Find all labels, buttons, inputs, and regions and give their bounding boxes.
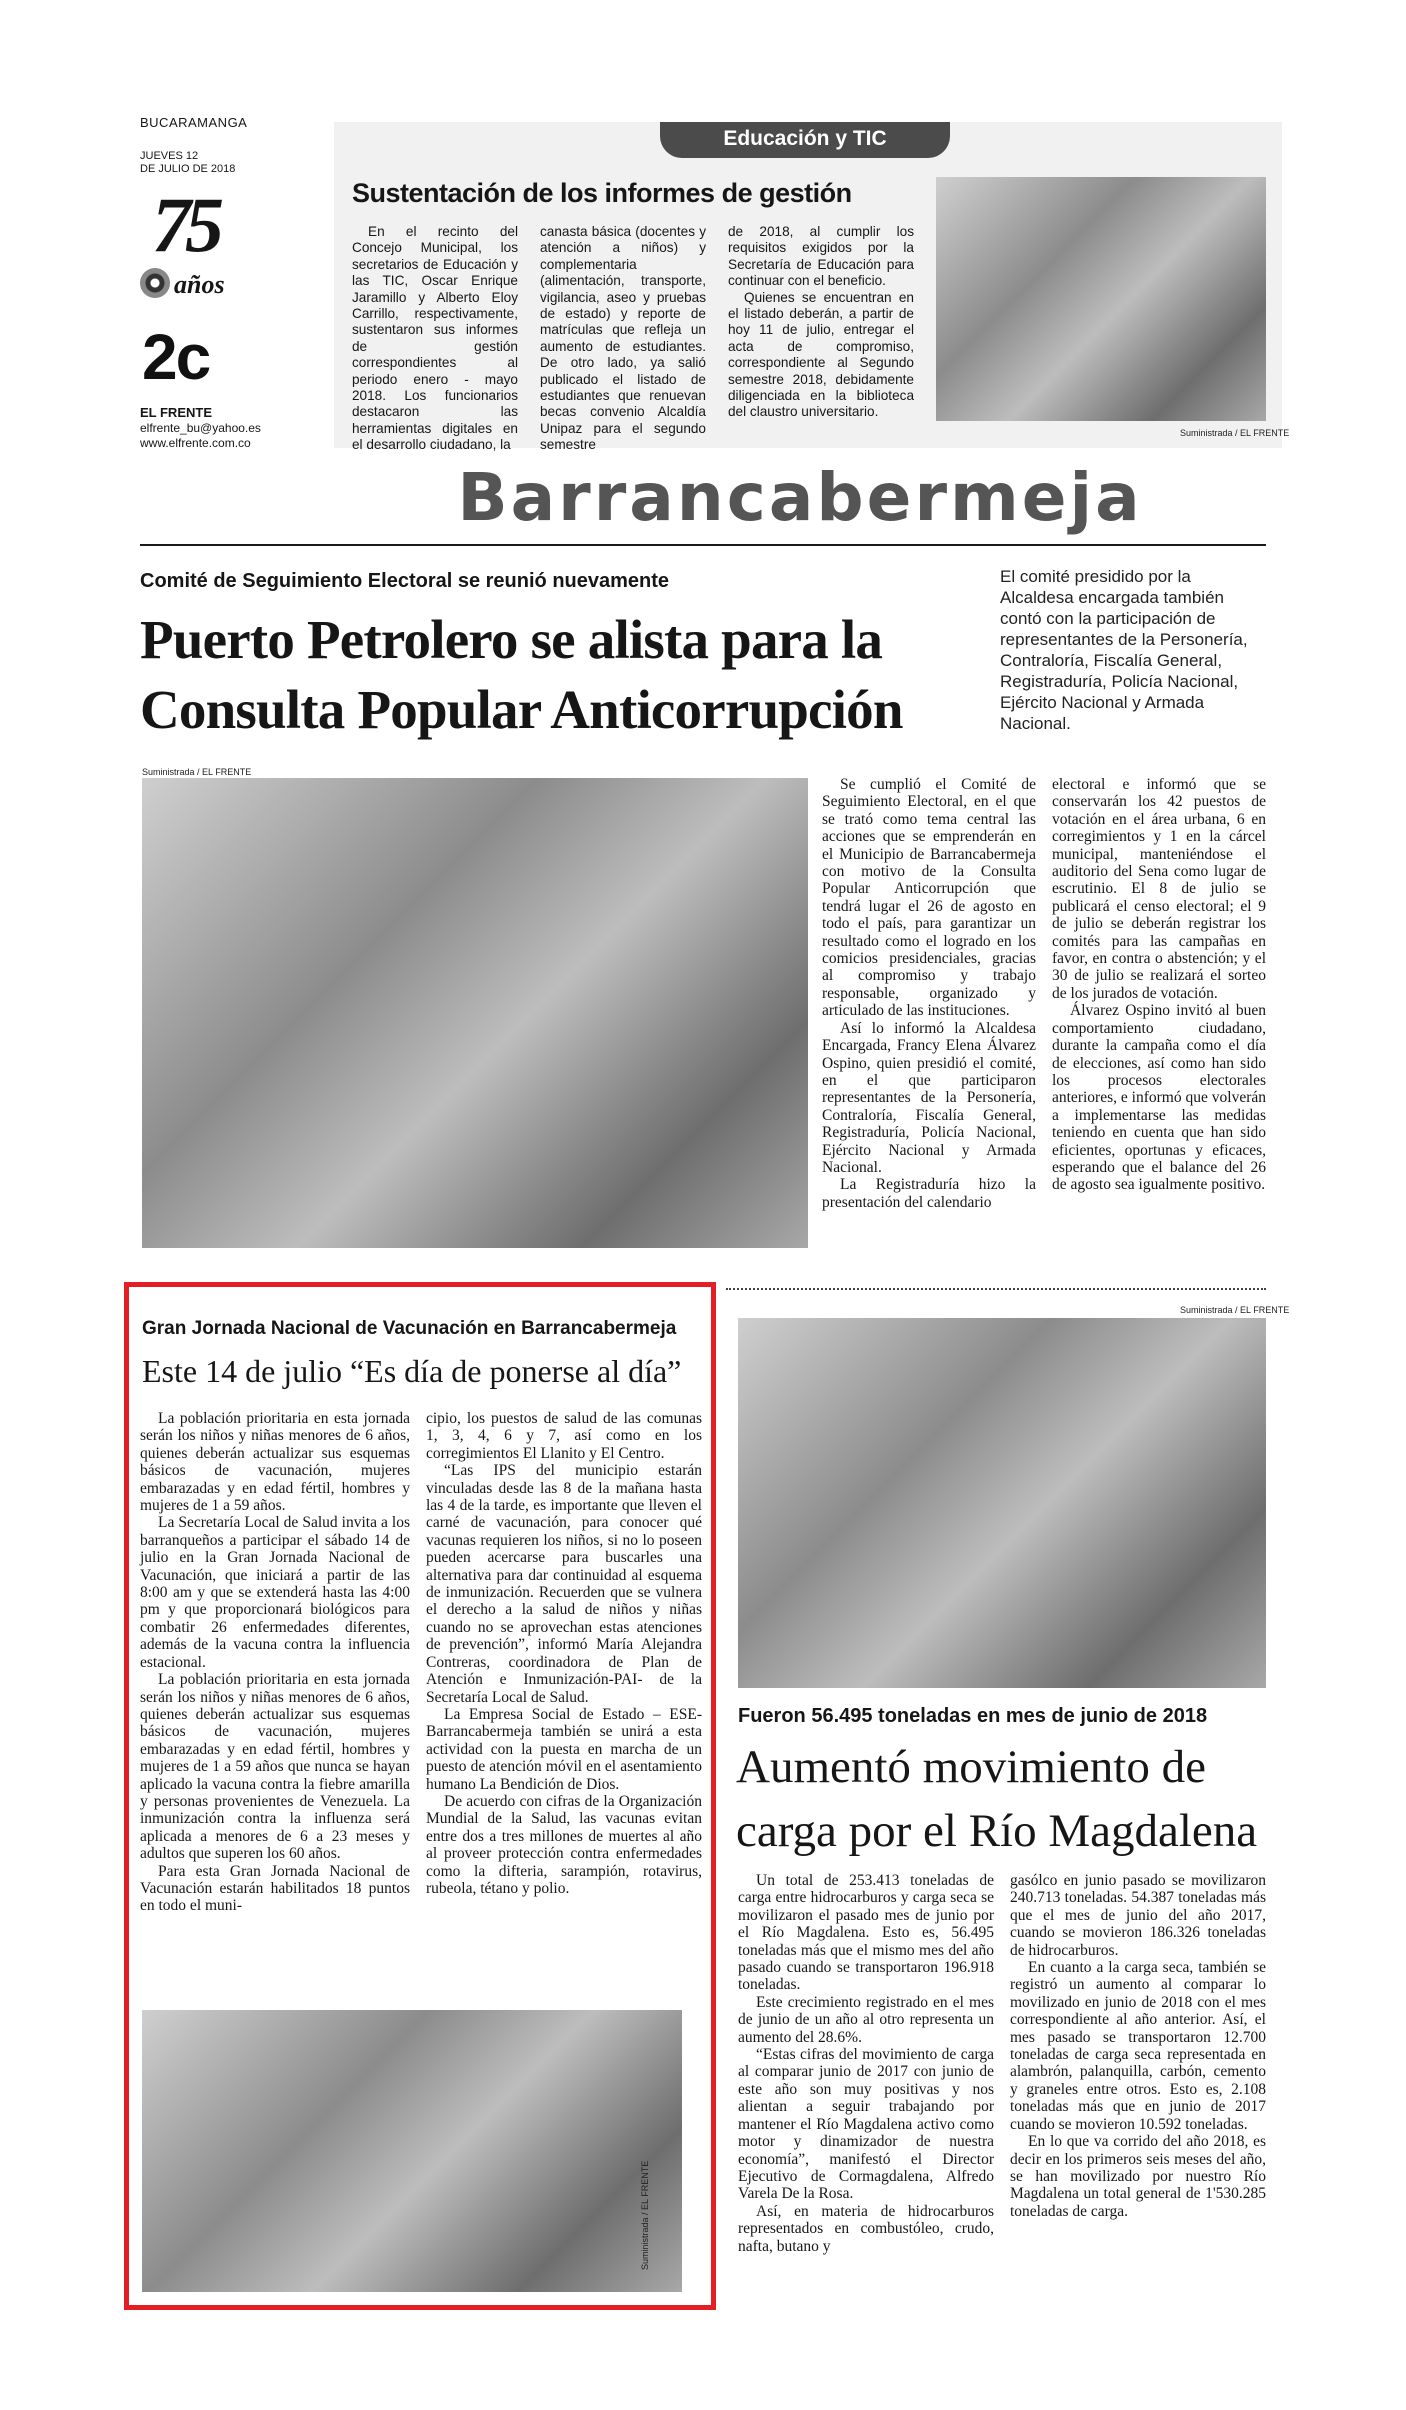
email-label: elfrente_bu@yahoo.es <box>140 421 261 435</box>
story2-headline: Este 14 de julio “Es día de ponerse al día” <box>142 1353 682 1389</box>
story3-column-2 <box>1010 1872 1266 2220</box>
anniversary-word: años <box>174 270 225 299</box>
story3-col1-p3: “Estas cifras del movimiento de carga al comparar junio de 2017 con junio de este año son muy positivas y nos alientan a seguir trabajando por mantener el Río Magdalena activo como motor y dinamizador de nuestra economía”, manifestó el Director Ejecutivo de Cormagdalena, Alfredo Varela De la Rosa. <box>738 2046 994 2203</box>
story3-column-1 <box>738 1872 994 2255</box>
story2-column-1 <box>140 1410 410 1915</box>
story1-headline-line1: Puerto Petrolero se alista para la <box>140 609 883 670</box>
banner-rule <box>140 544 1266 546</box>
date-line-1: JUEVES 12 <box>140 150 199 162</box>
anniversary-logo <box>140 181 250 310</box>
box-column-3-text-b: Quienes se encuentran en el listado deberán, a partir de hoy 11 de julio, entregar el acta de compromiso, correspondiente al Segundo semestre 2018, debidamente diligenciada en la biblioteca del claustro universitario. <box>728 289 914 420</box>
story1-col2-p2: Álvarez Ospino invitó al buen comportamiento ciudadano, durante la campaña como el día de elecciones, así como han sido los procesos electorales anteriores, e informó que volverán a implementarse las medidas teniendo en cuenta que han sido eficientes, oportunas y eficaces, esperando que el balance del 26 de agosto sea igualmente positivo. <box>1052 1002 1266 1194</box>
box-column-2-text: canasta básica (docentes y atención a niños) y complementaria (alimentación, transporte, vigilancia, aseo y pruebas de estado) y reporte de matrículas que refleja un aumento de estudiantes. De otro lado, ya salió publicado el listado de estudiantes que renuevan becas convenio Alcaldía Unipaz para el segundo semestre <box>540 224 706 453</box>
story1-col1-p1: Se cumplió el Comité de Seguimiento Electoral, en el que se trató como tema central las acciones que se emprenderán en el Municipio de Barrancabermeja con motivo de la Consulta Popular Anticorrupción que tendrá lugar el 26 de agosto en todo el país, para garantizar un resultado como el logrado en los comicios presidenciales, gracias al compromiso y trabajo responsable, organizado y articulado de las instituciones. <box>822 776 1036 1020</box>
story2-col1-p1: La población prioritaria en esta jornada serán los niños y niñas menores de 6 años, quienes deberán actualizar sus esquemas básicos de vacunación, mujeres embarazadas y en edad fértil, hombres y mujeres de 1 a 59 años. <box>140 1410 410 1515</box>
river-barge-photo <box>738 1318 1266 1688</box>
box-photo-credit: Suministrada / EL FRENTE <box>1180 428 1290 438</box>
story1-headline-line2: Consulta Popular Anticorrupción <box>140 679 903 740</box>
story3-kicker: Fueron 56.495 toneladas en mes de junio de 2018 <box>738 1705 1208 1727</box>
box-column-3-text-a: de 2018, al cumplir los requisitos exigidos por la Secretaría de Educación para continuar con el beneficio. <box>728 224 914 289</box>
electoral-committee-photo <box>142 778 808 1248</box>
section-tab-label: Educación y TIC <box>723 127 887 150</box>
story2-col2-p1: cipio, los puestos de salud de las comunas 1, 3, 4, 6 y 7, así como en los corregimientos El Llanito y El Centro. <box>426 1410 702 1462</box>
story1-photo-credit: Suministrada / EL FRENTE <box>142 767 252 777</box>
story3-col2-p1: gasólco en junio pasado se movilizaron 240.713 toneladas. 54.387 toneladas más que el mes de junio del año 2017, cuando se movieron 186.326 toneladas de hidrocarburos. <box>1010 1872 1266 1959</box>
council-meeting-photo <box>936 177 1266 421</box>
story2-col2-p3: La Empresa Social de Estado – ESE- Barrancabermeja también se unirá a esta actividad con la puesta en marcha de un puesto de atención móvil en el asentamiento humano La Bendición de Dios. <box>426 1705 702 1793</box>
story2-col2-p2: “Las IPS del municipio estarán vinculadas desde las 8 de la mañana hasta las 4 de la tarde, es importante que lleven el carné de vacunación, para conocer qué vacunas requieren los niños, si no lo poseen pueden acercarse para buscarles una alternativa para dar continuidad al esquema de inmunización. Recuerden que se vulnera el derecho a la salud de niños y niñas cuando no se aprovechan estas atenciones de prevención”, informó María Alejandra Contreras, coordinadora de Plan de Atención e Inmunización-PAI- de la Secretaría Local de Salud. <box>426 1462 702 1706</box>
story3-col2-p3: En lo que va corrido del año 2018, es decir en los primeros seis meses del año, se han movilizado por nuestro Río Magdalena un total general de 1'530.285 toneladas de carga. <box>1010 2133 1266 2220</box>
story2-column-2 <box>426 1410 702 1897</box>
story2-photo-credit: Suministrada / EL FRENTE <box>640 2160 650 2270</box>
story1-column-2 <box>1052 776 1266 1194</box>
story3-headline-line1: Aumentó movimiento de <box>736 1741 1206 1793</box>
story2-kicker: Gran Jornada Nacional de Vacunación en Barrancabermeja <box>142 1318 677 1339</box>
story3-col1-p1: Un total de 253.413 toneladas de carga entre hidrocarburos y carga seca se movilizaron el pasado mes de junio por el Río Magdalena. Esto es, 56.495 toneladas más que el mismo mes del año pasado cuando se transportaron 196.918 toneladas. <box>738 1872 994 1994</box>
story2-col1-p2: La Secretaría Local de Salud invita a los barranqueños a participar el sábado 14 de julio en la Gran Jornada Nacional de Vacunación, que iniciará a partir de las 8:00 am y que se extenderá hasta las 4:00 pm y que proporcionará biológicos para combatir 26 enfermedades diferentes, además de la vacuna contra la influencia estacional. <box>140 1514 410 1671</box>
box-headline: Sustentación de los informes de gestión <box>352 178 852 208</box>
story1-column-1 <box>822 776 1036 1211</box>
story3-headline-line2: carga por el Río Magdalena <box>736 1805 1258 1857</box>
story2-col2-p4: De acuerdo con cifras de la Organización Mundial de la Salud, las vacunas evitan entre dos a tres millones de muertes al año al proveer protección contra enfermedades como la difteria, sarampión, rotavirus, rubeola, tétano y polio. <box>426 1792 702 1897</box>
box-column-1-text: En el recinto del Concejo Municipal, los secretarios de Educación y las TIC, Oscar Enrique Jaramillo y Alberto Eloy Carrillo, respectivamente, sustentaron sus informes de gestión correspondientes al periodo enero - mayo 2018. Los funcionarios destacaron las herramientas digitales en el desarrollo ciudadano, la <box>352 224 518 453</box>
anniversary-number: 75 <box>152 181 218 268</box>
paper-name: EL FRENTE <box>140 405 212 420</box>
story1-col2-p1: electoral e informó que se conservarán los 42 puestos de votación en el área urbana, 6 en corregimientos y 1 en la cárcel municipal, manteniéndose el auditorio del Sena como lugar de escrutinio. El 8 de julio se publicará el censo electoral; el 9 de julio se deberán registrar los comités para las campañas en favor, en contra o abstención; y el 30 de julio se realizará el sorteo de los jurados de votación. <box>1052 776 1266 1002</box>
city-label: BUCARAMANGA <box>140 115 248 130</box>
section-banner: Barrancabermeja <box>457 459 1143 536</box>
story1-kicker: Comité de Seguimiento Electoral se reunió nuevamente <box>140 570 670 592</box>
story1-col1-p2: Así lo informó la Alcaldesa Encargada, Francy Elena Álvarez Ospino, quien presidió el comité, en el que participaron representantes de la Personería, Contraloría, Fiscalía General, Registraduría, Policía Nacional, Ejército Nacional y Armada Nacional. <box>822 1019 1036 1176</box>
dotted-separator <box>726 1288 1266 1290</box>
box-column-2 <box>540 224 706 454</box>
box-column-3 <box>728 224 914 421</box>
vaccination-photo <box>142 2010 682 2292</box>
story3-col1-p4: Así, en materia de hidrocarburos representados en combustóleo, crudo, nafta, butano y <box>738 2202 994 2255</box>
story1-deck: El comité presidido por la Alcaldesa encargada también contó con la participación de representantes de la Personería, Contraloría, Fiscalía General, Registraduría, Policía Nacional, Ejército Nacional y Armada Nacional. <box>1000 567 1248 733</box>
website-label: www.elfrente.com.co <box>140 436 251 450</box>
anniversary-disc-icon <box>140 268 170 298</box>
story3-col2-p2: En cuanto a la carga seca, también se registró un aumento al comparar lo movilizado en junio de 2018 con el mes correspondiente al año anterior. Así, el mes pasado se transportaron 12.700 toneladas de carga seca representada en alambrón, palanquilla, carbón, cemento y graneles entre otros. Esto es, 2.108 toneladas más que en junio de 2017 cuando se movieron 10.592 toneladas. <box>1010 1959 1266 2133</box>
date-line-2: DE JULIO DE 2018 <box>140 163 236 175</box>
page-number: 2c <box>142 321 210 393</box>
story2-col1-p3: La población prioritaria en esta jornada serán los niños y niñas menores de 6 años, quienes deberán actualizar sus esquemas básicos de vacunación, mujeres embarazadas y en edad fértil, hombres y mujeres de 1 a 59 años que nunca se hayan aplicado la vacuna contra la fiebre amarilla y personas provenientes de Venezuela. La inmunización contra la influenza será aplicada a menores de 6 a 23 meses y adultos que superen los 60 años. <box>140 1671 410 1863</box>
story2-col1-p4: Para esta Gran Jornada Nacional de Vacunación estarán habilitados 18 puntos en todo el muni- <box>140 1862 410 1915</box>
story3-col1-p2: Este crecimiento registrado en el mes de junio de un año al otro representa un aumento del 28.6%. <box>738 1993 994 2046</box>
box-column-1 <box>352 224 518 454</box>
story1-col1-p3: La Registraduría hizo la presentación del calendario <box>822 1176 1036 1211</box>
story3-photo-credit: Suministrada / EL FRENTE <box>1180 1305 1290 1315</box>
